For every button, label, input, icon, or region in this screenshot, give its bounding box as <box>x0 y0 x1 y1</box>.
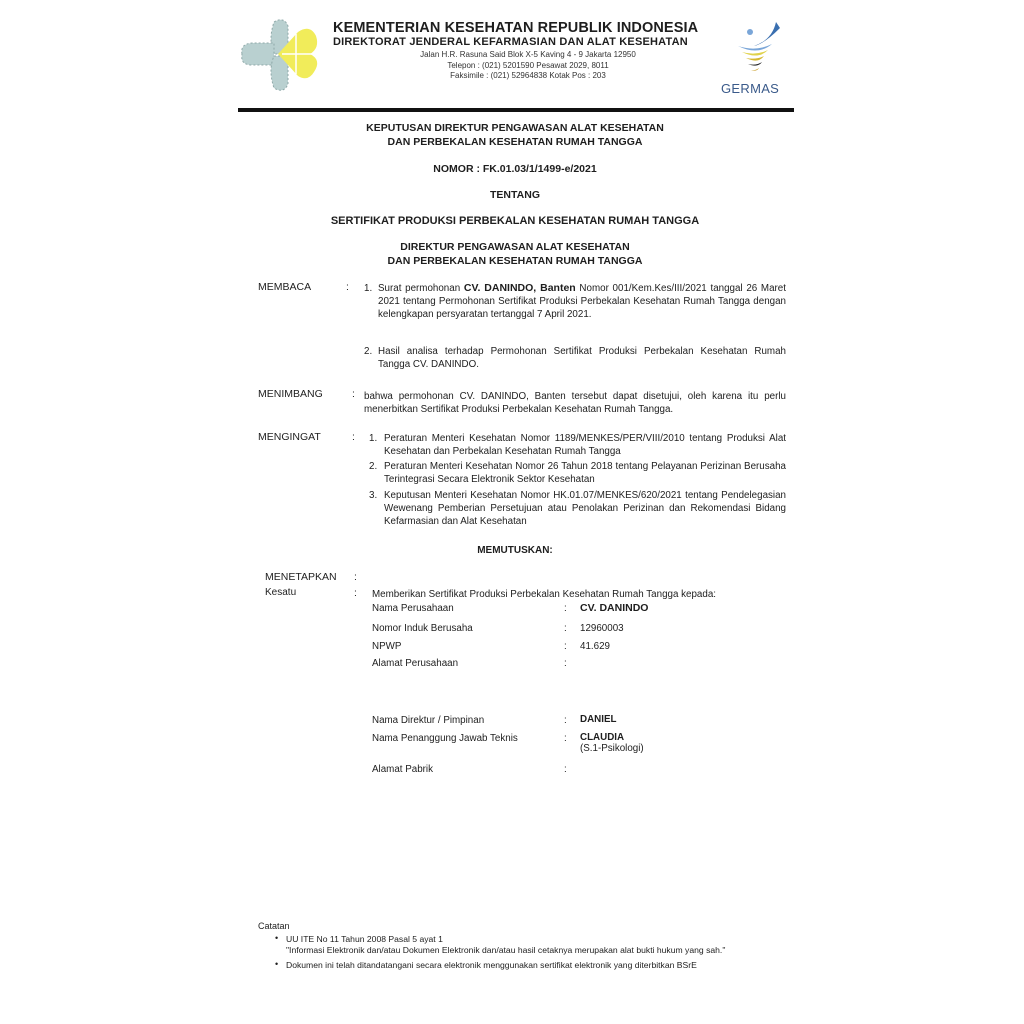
mengingat-item3-num: 3. <box>369 490 378 501</box>
kesatu-label: Kesatu <box>265 587 297 598</box>
directorate-name: DIREKTORAT JENDERAL KEFARMASIAN DAN ALAT KESEHATAN <box>333 36 688 48</box>
tentang-label: TENTANG <box>490 189 540 201</box>
field-colon: : <box>564 603 567 614</box>
field-label-factory-address: Alamat Pabrik <box>372 764 433 775</box>
field-label-company-name: Nama Perusahaan <box>372 603 454 614</box>
decree-title-line1: KEPUTUSAN DIREKTUR PENGAWASAN ALAT KESEHATAN <box>366 122 664 134</box>
kesatu-intro: Memberikan Sertifikat Produksi Perbekalan Kesehatan Rumah Tangga kepada: <box>372 589 717 600</box>
field-colon: : <box>564 658 567 669</box>
membaca-item1 <box>378 282 786 321</box>
field-value-company-name: CV. DANINDO <box>580 602 649 614</box>
bullet-icon: • <box>275 933 279 943</box>
phone-line: Telepon : (021) 5201590 Pesawat 2029, 8011 <box>447 61 609 70</box>
field-label-technical-responsible: Nama Penanggung Jawab Teknis <box>372 733 518 744</box>
catatan-label: Catatan <box>258 921 290 931</box>
mengingat-colon: : <box>352 431 355 443</box>
field-colon: : <box>564 733 567 744</box>
membaca-colon: : <box>346 281 349 293</box>
membaca-item1-post: Nomor 001/Kem.Kes/III/2021 tanggal 26 Maret 2021 tentang Permohonan Sertifikat Produksi Perbekalan Kesehatan Rumah Tangga dengan kelengkapan persyaratan tertanggal 7 April 2021. <box>378 283 786 320</box>
field-value-technical-responsible: CLAUDIA <box>580 732 625 743</box>
membaca-label: MEMBACA <box>258 281 312 293</box>
address-line: Jalan H.R. Rasuna Said Blok X-5 Kaving 4 - 9 Jakarta 12950 <box>420 50 636 59</box>
catatan-item2: Dokumen ini telah ditandatangani secara elektronik menggunakan sertifikat elektronik yang diterbitkan BSrE <box>286 960 697 970</box>
mengingat-item1-num: 1. <box>369 433 378 444</box>
mengingat-item2: Peraturan Menteri Kesehatan Nomor 26 Tahun 2018 tentang Pelayanan Perizinan Berusaha Terintegrasi Secara Elektronik Sektor Kesehatan <box>384 461 786 485</box>
mengingat-item1: Peraturan Menteri Kesehatan Nomor 1189/MENKES/PER/VIII/2010 tentang Produksi Alat Kesehatan dan Perbekalan Kesehatan Rumah Tangga <box>384 433 786 457</box>
membaca-item2: Hasil analisa terhadap Permohonan Sertifikat Produksi Perbekalan Kesehatan Rumah Tangga CV. DANINDO. <box>378 346 786 370</box>
field-label-nib: Nomor Induk Berusaha <box>372 623 473 634</box>
decree-number: NOMOR : FK.01.03/1/1499-e/2021 <box>433 163 597 175</box>
catatan-item1-line2: "Informasi Elektronik dan/atau Dokumen Elektronik dan/atau hasil cetaknya merupakan alat bukti hukum yang sah." <box>286 945 726 955</box>
mengingat-label: MENGINGAT <box>258 431 321 443</box>
letterhead-divider <box>238 108 794 112</box>
kesatu-colon: : <box>354 587 357 599</box>
signer-title-line1: DIREKTUR PENGAWASAN ALAT KESEHATAN <box>400 241 630 253</box>
field-label-npwp: NPWP <box>372 641 402 652</box>
field-colon: : <box>564 715 567 726</box>
catatan-item1-line1: UU ITE No 11 Tahun 2008 Pasal 5 ayat 1 <box>286 934 443 944</box>
menetapkan-label: MENETAPKAN <box>265 571 337 583</box>
germas-label: GERMAS <box>721 81 780 96</box>
field-value-npwp: 41.629 <box>580 641 610 652</box>
membaca-item1-pre: Surat permohonan <box>378 283 464 294</box>
applicant-name: CV. DANINDO, Banten <box>463 282 576 294</box>
mengingat-item2-num: 2. <box>369 461 378 472</box>
membaca-item1-num: 1. <box>364 283 373 294</box>
field-value-technical-responsible-degree: (S.1-Psikologi) <box>580 743 644 754</box>
menimbang-text: bahwa permohonan CV. DANINDO, Banten tersebut dapat disetujui, oleh karena itu perlu menerbitkan Sertifikat Produksi Perbekalan Kesehatan Rumah Tangga. <box>364 391 786 415</box>
menetapkan-colon: : <box>354 571 357 583</box>
field-label-company-address: Alamat Perusahaan <box>372 658 459 669</box>
mengingat-item3: Keputusan Menteri Kesehatan Nomor HK.01.07/MENKES/620/2021 tentang Pendelegasian Wewenang Pemberian Persetujuan atau Penolakan Perizinan dan Rekomendasi Bidang Kefarmasian dan Alat Kesehatan <box>384 490 786 527</box>
menimbang-label: MENIMBANG <box>258 388 323 400</box>
menimbang-colon: : <box>352 388 355 400</box>
field-colon: : <box>564 764 567 775</box>
field-value-nib: 12960003 <box>580 623 624 634</box>
membaca-item2-num: 2. <box>364 346 373 357</box>
field-value-director: DANIEL <box>580 714 617 725</box>
kemenkes-logo <box>240 16 326 92</box>
field-colon: : <box>564 623 567 634</box>
fax-line: Faksimile : (021) 52964838 Kotak Pos : 203 <box>450 71 606 80</box>
decree-title-line2: DAN PERBEKALAN KESEHATAN RUMAH TANGGA <box>387 136 643 148</box>
signer-title-line2: DAN PERBEKALAN KESEHATAN RUMAH TANGGA <box>387 255 643 267</box>
bullet-icon: • <box>275 959 279 969</box>
field-label-director: Nama Direktur / Pimpinan <box>372 715 485 726</box>
field-colon: : <box>564 641 567 652</box>
ministry-name: KEMENTERIAN KESEHATAN REPUBLIK INDONESIA <box>333 20 699 36</box>
decree-subject: SERTIFIKAT PRODUKSI PERBEKALAN KESEHATAN RUMAH TANGGA <box>330 215 700 227</box>
memutuskan-heading: MEMUTUSKAN: <box>477 545 553 556</box>
